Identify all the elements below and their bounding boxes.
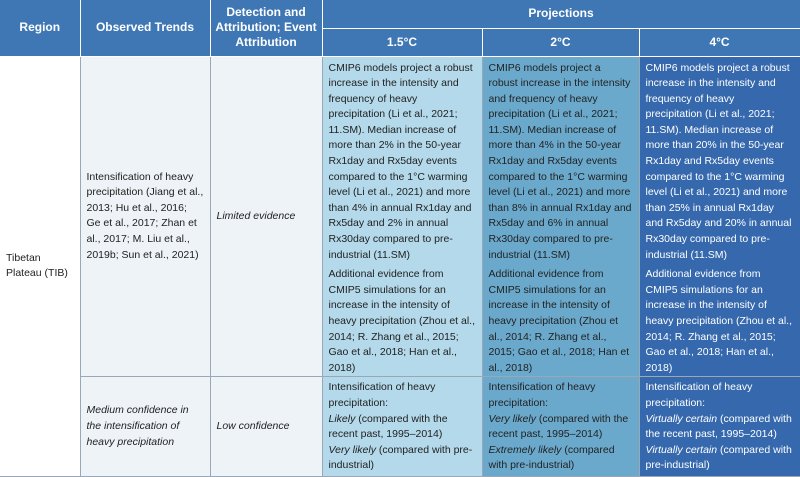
assessment-text: (compared with the recent past, 1995–2014) [488, 412, 629, 441]
projection-2c-cmip6: CMIP6 models project a robust increase in the intensity and frequency of heavy precipitation (Li et al., 2021; 11.SM). Median increase of more than 4% in the 50-year Rx1day and Rx5day events compared to the 1°C warming level (Li et al., 2021) and more than 8% in annual Rx1day and Rx5day and 6% in annual Rx30day compared to pre-industrial (11.SM) [488, 61, 632, 261]
detection-cell: Limited evidence [210, 56, 322, 377]
assessment-text: (compared with pre-industrial) [488, 443, 615, 472]
likelihood-term: Extremely likely [488, 443, 562, 456]
header-region: Region [0, 0, 80, 56]
projection-1-5c-cmip5: Additional evidence from CMIP5 simulations for an increase in the intensity of heavy precipitation (Zhou et al., 2014; R. Zhang et al., 2015; Gao et al., 2018; Han et al., 2018) [328, 268, 475, 374]
region-cell: Tibetan Plateau (TIB) [0, 56, 80, 477]
projection-4c-cmip6: CMIP6 models project a robust increase in the intensity and frequency of heavy precipitation (Li et al., 2021; 11.SM). Median increase of more than 20% in the 50-year Rx1day and Rx5day events compared to the 1°C warming level (Li et al., 2021) and more than 25% in annual Rx1day and Rx5day and 20% in annual Rx30day compared to pre-industrial (11.SM) [645, 61, 792, 261]
header-1-5c: 1.5°C [322, 28, 482, 56]
assessment-intro: Intensification of heavy precipitation: [645, 381, 753, 409]
projection-1-5c-cmip6: CMIP6 models project a robust increase in the intensity and frequency of heavy precipitation (Li et al., 2021; 11.SM). Median increase of more than 2% in the 50-year Rx1day and Rx5day events compared to the 1°C warming level (Li et al., 2021) and more than 4% in annual Rx1day and Rx5day and 2% in annual Rx30day compared to pre-industrial (11.SM) [328, 61, 473, 261]
projection-2c-cmip5: Additional evidence from CMIP5 simulations for an increase in the intensity of heavy precipitation (Zhou et al., 2014; R. Zhang et al., 2015; Gao et al., 2018; Han et al., 2018) [488, 268, 630, 374]
assessment-intro: Intensification of heavy precipitation: [488, 381, 596, 409]
detection-cell-2: Low confidence [210, 377, 322, 477]
assessment-text: (compared with pre-industrial) [328, 443, 473, 472]
header-2c: 2°C [482, 28, 639, 56]
likelihood-term: Very likely [328, 443, 376, 456]
observed-trend-cell-2: Medium confidence in the intensification of heavy precipitation [80, 377, 210, 477]
projection-4c-cmip5: Additional evidence from CMIP5 simulations for an increase in the intensity of heavy precipitation (Zhou et al., 2014; R. Zhang et al., 2015; Gao et al., 2018; Han et al., 2018) [645, 268, 792, 374]
projection-1-5c-cell [322, 56, 482, 377]
assessment-intro: Intensification of heavy precipitation: [328, 381, 436, 409]
projection-4c-cell [639, 56, 800, 377]
likelihood-term: Virtually certain [645, 443, 718, 456]
likelihood-term: Virtually certain [645, 412, 718, 425]
assessment-text: (compared with the recent past, 1995–2014) [645, 412, 792, 441]
assessment-4c-cell [639, 377, 800, 477]
observed-trend-cell: Intensification of heavy precipitation (Jiang et al., 2013; Hu et al., 2016; Ge et al., 2017; Zhan et al., 2017; M. Liu et al., 2019b; Sun et al., 2021) [80, 56, 210, 377]
header-detection-attribution: Detection and Attribution; Event Attribution [210, 0, 322, 56]
header-projections: Projections [322, 0, 800, 28]
header-4c: 4°C [639, 28, 800, 56]
assessment-1-5c-cell [322, 377, 482, 477]
likelihood-term: Likely [328, 412, 356, 425]
assessment-2c-cell [482, 377, 639, 477]
assessment-text: (compared with pre-industrial) [645, 443, 792, 472]
projection-2c-cell [482, 56, 639, 377]
likelihood-term: Very likely [488, 412, 536, 425]
assessment-text: (compared with the recent past, 1995–2014) [328, 412, 448, 441]
header-observed-trends: Observed Trends [80, 0, 210, 56]
